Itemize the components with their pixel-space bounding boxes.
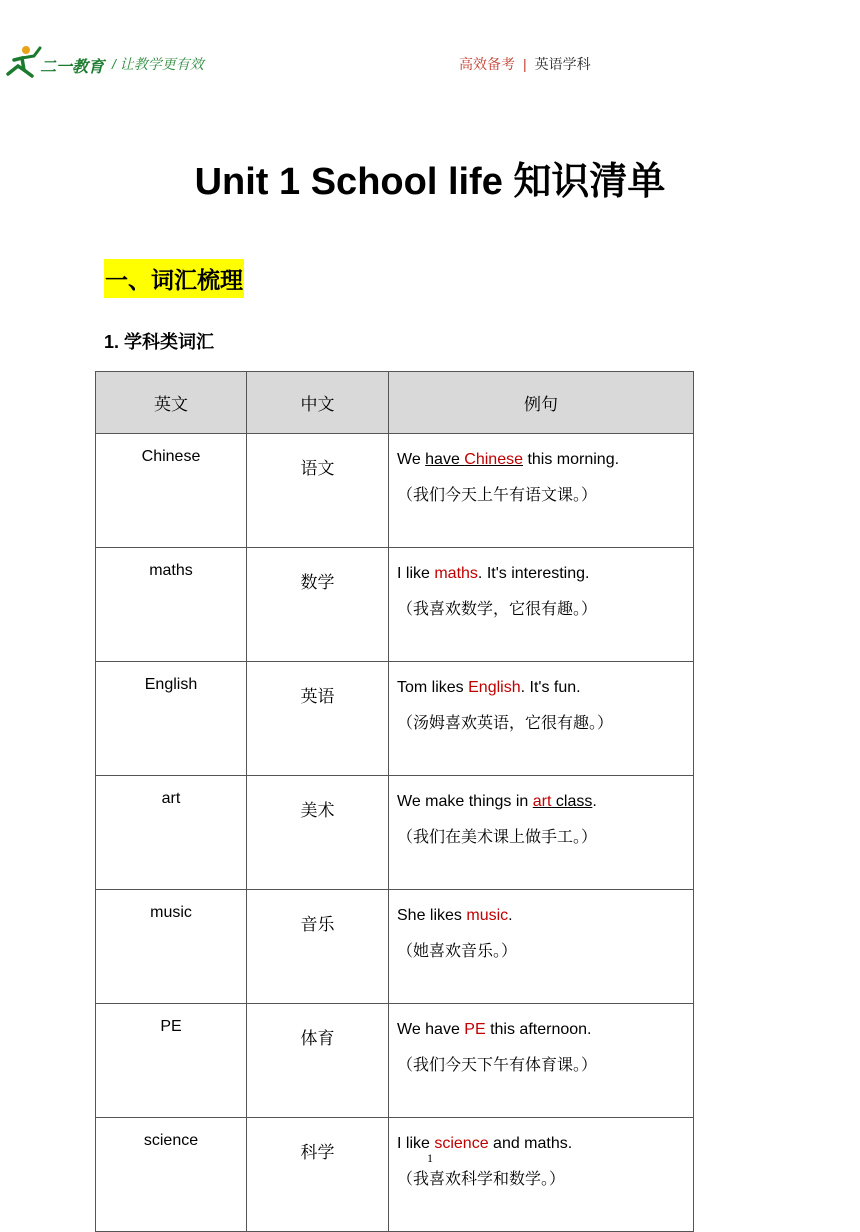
example-translation: （我们今天下午有体育课。）: [397, 1057, 598, 1074]
table-row: [96, 1118, 694, 1232]
table-row: [96, 890, 694, 1004]
logo-text: 二一教育: [40, 59, 105, 76]
english-word: maths: [96, 548, 247, 662]
example-sentence: [397, 447, 685, 473]
chinese-word: 体育: [247, 1004, 389, 1118]
sentence-text: .: [508, 907, 513, 924]
sentence-underlined: [425, 451, 523, 468]
sentence-text: She likes: [397, 907, 467, 924]
page-title: Unit 1 School life 知识清单: [194, 161, 666, 203]
sentence-text: have: [425, 451, 465, 468]
example-cell: [389, 434, 694, 548]
sentence-text: this morning.: [523, 451, 620, 468]
english-word: Chinese: [96, 434, 247, 548]
example-cell: [389, 662, 694, 776]
chinese-word: 科学: [247, 1118, 389, 1232]
english-word: PE: [96, 1004, 247, 1118]
sentence-text: . It's interesting.: [477, 565, 590, 582]
sentence-text: class: [551, 793, 593, 810]
example-sentence: [397, 903, 685, 929]
header-tag-red: 高效备考: [459, 56, 515, 72]
sentence-text: . It's fun.: [520, 679, 581, 696]
highlighted-word: maths: [434, 565, 478, 582]
column-header-example: 例句: [389, 372, 694, 434]
sentence-text: We have: [397, 1021, 465, 1038]
highlighted-word: art: [532, 793, 552, 810]
highlighted-word: English: [468, 679, 521, 696]
slogan: / 让教学更有效: [112, 56, 204, 72]
example-translation: （我们在美术课上做手工。）: [397, 829, 598, 846]
english-word: science: [96, 1118, 247, 1232]
table-row: [96, 662, 694, 776]
header-separator: |: [523, 56, 527, 72]
table-row: [96, 548, 694, 662]
logo: [4, 44, 114, 78]
page-number: 1: [427, 1151, 433, 1165]
header-subject-label: 英语学科: [534, 56, 591, 72]
column-header-english: 英文: [96, 372, 247, 434]
table-row: [96, 776, 694, 890]
table-row: [96, 1004, 694, 1118]
sentence-text: and maths.: [488, 1135, 573, 1152]
vocab-table: [95, 371, 694, 1232]
example-sentence: [397, 561, 685, 587]
sentence-text: We: [397, 451, 426, 468]
section-heading: 一、词汇梳理: [104, 259, 244, 298]
example-translation: （我喜欢科学和数学。）: [397, 1171, 566, 1188]
table-row: [96, 434, 694, 548]
table-header-row: [96, 372, 694, 434]
english-word: music: [96, 890, 247, 1004]
runner-logo-icon: [4, 44, 44, 78]
english-word: art: [96, 776, 247, 890]
sentence-text: We make things in: [397, 793, 533, 810]
example-translation: （她喜欢音乐。）: [397, 943, 518, 960]
highlighted-word: science: [434, 1135, 489, 1152]
sentence-text: I like: [397, 565, 435, 582]
example-cell: [389, 776, 694, 890]
example-sentence: [397, 675, 685, 701]
sentence-text: Tom likes: [397, 679, 469, 696]
page-header: [0, 0, 860, 90]
highlighted-word: music: [466, 907, 509, 924]
example-sentence: [397, 1017, 685, 1043]
chinese-word: 音乐: [247, 890, 389, 1004]
chinese-word: 数学: [247, 548, 389, 662]
chinese-word: 美术: [247, 776, 389, 890]
example-sentence: [397, 789, 685, 815]
example-cell: [389, 890, 694, 1004]
example-cell: [389, 548, 694, 662]
example-cell: [389, 1004, 694, 1118]
example-translation: （我们今天上午有语文课。）: [397, 487, 598, 504]
example-translation: （汤姆喜欢英语，它很有趣。）: [397, 715, 614, 732]
sub-heading: 1. 学科类词汇: [104, 332, 215, 352]
header-subject: [459, 54, 591, 74]
example-translation: （我喜欢数学，它很有趣。）: [397, 601, 598, 618]
highlighted-word: Chinese: [464, 451, 523, 468]
example-cell: [389, 1118, 694, 1232]
sentence-text: .: [592, 793, 597, 810]
sentence-text: I like: [397, 1135, 435, 1152]
column-header-chinese: 中文: [247, 372, 389, 434]
sentence-text: this afternoon.: [485, 1021, 592, 1038]
chinese-word: 语文: [247, 434, 389, 548]
english-word: English: [96, 662, 247, 776]
chinese-word: 英语: [247, 662, 389, 776]
highlighted-word: PE: [464, 1021, 486, 1038]
sentence-underlined: [533, 793, 593, 810]
